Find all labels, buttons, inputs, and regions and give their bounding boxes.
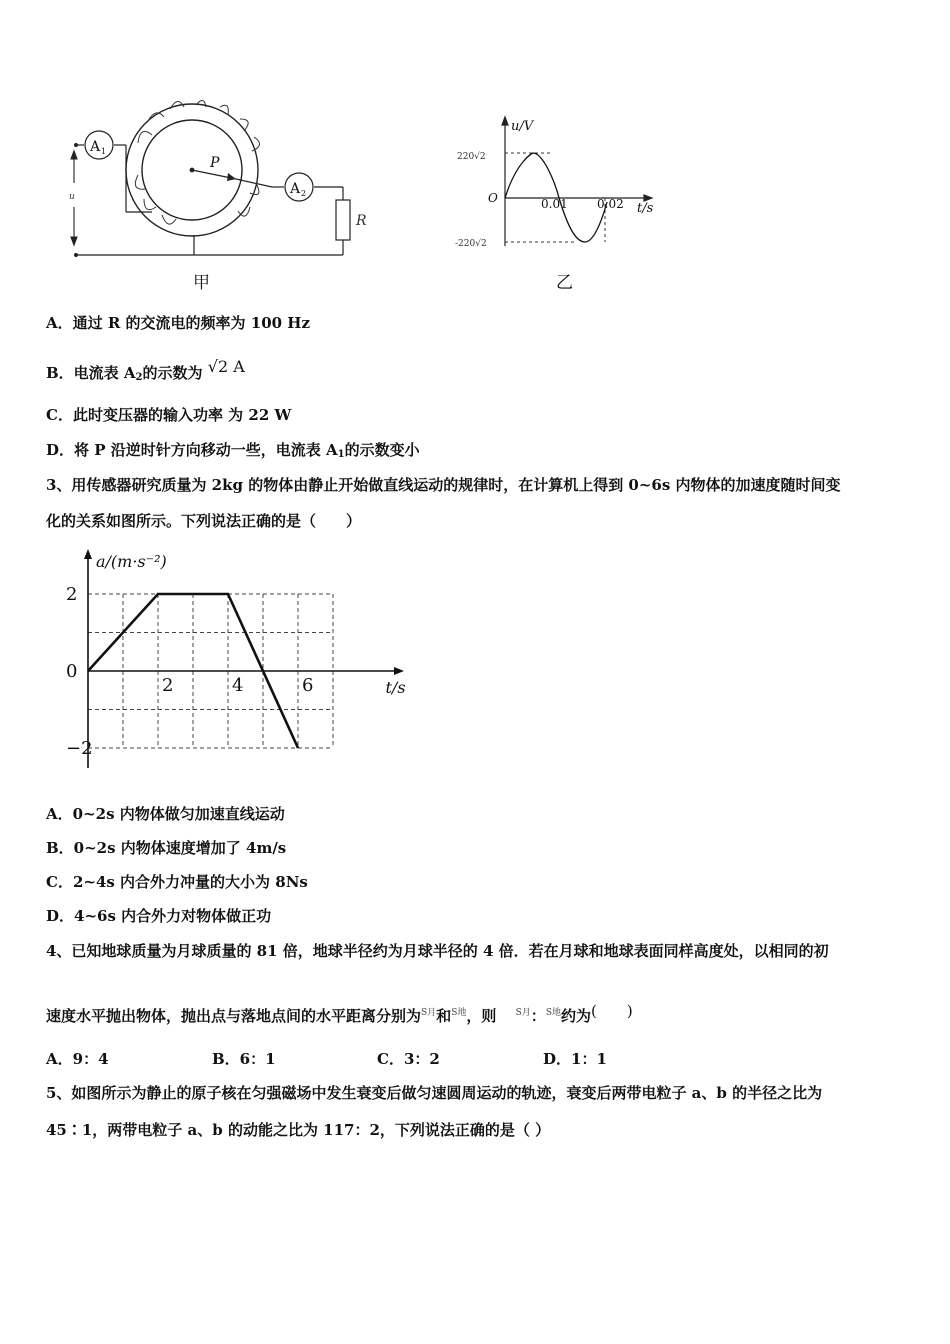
y-axis-label: a/(m·s⁻²) [96, 552, 167, 571]
acceleration-time-chart [60, 545, 410, 770]
svg-text:1: 1 [101, 147, 107, 156]
svg-text:220√2: 220√2 [457, 152, 486, 162]
q2-option-c: C．此时变压器的输入功率 为 22 W [46, 406, 292, 424]
q3-option-c: C．2~4s 内合外力冲量的大小为 8Ns [46, 873, 308, 891]
x-axis-arrow [394, 667, 404, 675]
x-tick-label: 6 [302, 675, 314, 696]
y-tick-label: 0 [66, 661, 78, 682]
figure-caption-yi: 乙 [556, 273, 573, 293]
q4-option-c: C．3：2 [377, 1050, 440, 1068]
q5-stem-line1: 5、如图所示为静止的原子核在匀强磁场中发生衰变后做匀速圆周运动的轨迹，衰变后两带电粒子 a、b 的半径之比为 [46, 1084, 823, 1102]
x-tick-label: 4 [232, 675, 244, 696]
svg-text:O: O [488, 191, 498, 205]
q4-option-a: A．9：4 [46, 1050, 109, 1068]
svg-text:A: A [290, 181, 301, 197]
input-voltage-label: u [69, 192, 75, 202]
x-tick-label: 2 [162, 675, 174, 696]
sine-voltage-graph [455, 112, 665, 252]
q3-stem-line1: 3、用传感器研究质量为 2kg 的物体由静止开始做直线运动的规律时，在计算机上得到 0~6s 内物体的加速度随时间变 [46, 476, 841, 494]
ammeter-a2 [285, 173, 313, 201]
y-axis-arrow [84, 549, 92, 559]
q5-stem-line2: 45∶1，两带电粒子 a、b 的动能之比为 117：2，下列说法正确的是（ ） [46, 1121, 551, 1139]
q4-stem-line1: 4、已知地球质量为月球质量的 81 倍，地球半径约为月球半径的 4 倍．若在月球和地球表面同样高度处，以相同的初 [46, 942, 829, 960]
ammeter-a1 [85, 131, 113, 159]
svg-text:A: A [90, 139, 101, 155]
q3-stem-line2: 化的关系如图所示。下列说法正确的是（ ） [46, 512, 362, 530]
y-tick-label: −2 [66, 738, 93, 759]
svg-text:0.02: 0.02 [597, 197, 624, 211]
q2-option-b: B．电流表 $A_2$的示数为 √2 A [46, 357, 245, 383]
q3-option-b: B．0~2s 内物体速度增加了 4m/s [46, 839, 287, 857]
svg-text:0.01: 0.01 [541, 197, 568, 211]
y-tick-label: 2 [66, 584, 78, 605]
resistor-r [336, 200, 350, 240]
q2-option-d: D．将 P 沿逆时针方向移动一些，电流表 $A_1$的示数变小 [46, 441, 420, 460]
slider-label: P [210, 155, 220, 171]
q4-option-d: D．1：1 [543, 1050, 607, 1068]
q3-option-a: A．0~2s 内物体做匀加速直线运动 [46, 805, 285, 823]
svg-text:2: 2 [301, 189, 307, 198]
svg-text:-220√2: -220√2 [455, 239, 487, 249]
svg-text:t/s: t/s [637, 201, 654, 216]
q2-option-a: A．通过 R 的交流电的频率为 100 Hz [46, 314, 310, 332]
figure-caption-jia: 甲 [193, 273, 210, 293]
x-axis-label: t/s [385, 678, 406, 697]
transformer-circuit-figure [60, 95, 380, 270]
sqrt2-math: √2 A [207, 357, 245, 376]
resistor-label: R [356, 213, 367, 229]
q4-option-b: B．6：1 [212, 1050, 276, 1068]
q4-stem-line2: 速度水平抛出物体，抛出点与落地点间的水平距离分别为$^{S月}$和$^{S地}$，则 $^{S月}$：$^{S地}$约为( ) [46, 1002, 633, 1025]
q3-option-d: D．4~6s 内合外力对物体做正功 [46, 907, 272, 925]
svg-text:u/V: u/V [511, 119, 534, 134]
